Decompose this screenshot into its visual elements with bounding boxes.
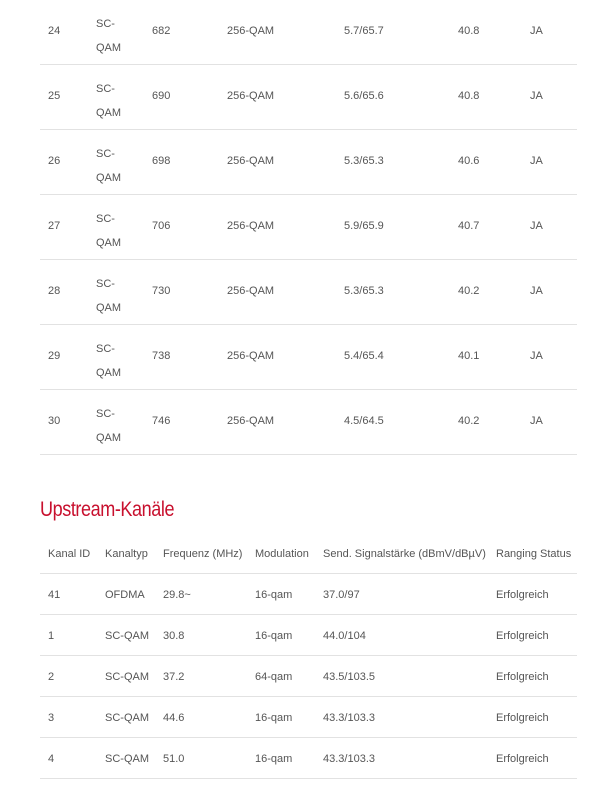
- power-cell: 43.3/103.3: [323, 712, 375, 724]
- modulation-cell: 256-QAM: [227, 155, 275, 167]
- frequency-cell: 690: [152, 90, 171, 102]
- frequency-cell: 738: [152, 350, 171, 362]
- channel-type-cell: SC-QAM: [96, 213, 122, 249]
- table-row: [40, 390, 577, 455]
- snr-cell: 5.7/65.7: [344, 25, 384, 37]
- frequency-cell: 698: [152, 155, 171, 167]
- table-row: [40, 697, 577, 738]
- channel-id-cell: 24: [48, 25, 61, 37]
- channel-type-cell: SC-QAM: [105, 712, 149, 724]
- ranging-status-cell: Erfolgreich: [496, 753, 549, 765]
- table-row: [40, 65, 577, 130]
- power-cell: 40.2: [458, 415, 480, 427]
- ranging-status-cell: Erfolgreich: [496, 630, 549, 642]
- frequency-cell: 51.0: [163, 753, 185, 765]
- channel-id-cell: 3: [48, 712, 55, 724]
- modulation-cell: 256-QAM: [227, 415, 275, 427]
- upstream-section-title: Upstream-Kanäle: [40, 498, 175, 521]
- power-cell: 40.2: [458, 285, 480, 297]
- modulation-cell: 64-qam: [255, 671, 293, 683]
- column-header-channel-type: Kanaltyp: [105, 548, 148, 560]
- ranging-status-cell: Erfolgreich: [496, 589, 549, 601]
- modulation-cell: 256-QAM: [227, 220, 275, 232]
- locked-cell: JA: [530, 90, 543, 102]
- channel-type-cell: SC-QAM: [96, 408, 122, 444]
- modulation-cell: 256-QAM: [227, 90, 275, 102]
- modulation-cell: 16-qam: [255, 589, 293, 601]
- channel-type-cell: SC-QAM: [105, 671, 149, 683]
- power-cell: 43.5/103.5: [323, 671, 375, 683]
- upstream-table: [40, 533, 577, 779]
- ranging-status-cell: Erfolgreich: [496, 712, 549, 724]
- channel-id-cell: 30: [48, 415, 61, 427]
- modulation-cell: 16-qam: [255, 630, 293, 642]
- downstream-table: [40, 0, 577, 455]
- modulation-cell: 16-qam: [255, 712, 293, 724]
- column-header-modulation: Modulation: [255, 548, 309, 560]
- modulation-cell: 256-QAM: [227, 285, 275, 297]
- snr-cell: 5.3/65.3: [344, 285, 384, 297]
- channel-id-cell: 2: [48, 671, 55, 683]
- channel-id-cell: 4: [48, 753, 55, 765]
- channel-id-cell: 25: [48, 90, 61, 102]
- frequency-cell: 682: [152, 25, 171, 37]
- locked-cell: JA: [530, 285, 543, 297]
- table-header: [40, 533, 577, 574]
- channel-id-cell: 29: [48, 350, 61, 362]
- column-header-ranging: Ranging Status: [496, 548, 572, 560]
- frequency-cell: 29.8~: [163, 589, 191, 601]
- column-header-frequency: Frequenz (MHz): [163, 548, 243, 560]
- power-cell: 40.8: [458, 25, 480, 37]
- power-cell: 40.7: [458, 220, 480, 232]
- channel-type-cell: SC-QAM: [96, 148, 122, 184]
- power-cell: 43.3/103.3: [323, 753, 375, 765]
- table-row: [40, 656, 577, 697]
- channel-type-cell: SC-QAM: [96, 18, 122, 54]
- locked-cell: JA: [530, 25, 543, 37]
- snr-cell: 4.5/64.5: [344, 415, 384, 427]
- power-cell: 44.0/104: [323, 630, 366, 642]
- locked-cell: JA: [530, 350, 543, 362]
- column-header-power: Send. Signalstärke (dBmV/dBµV): [323, 548, 486, 560]
- locked-cell: JA: [530, 220, 543, 232]
- channel-type-cell: OFDMA: [105, 589, 145, 601]
- channel-id-cell: 28: [48, 285, 61, 297]
- modulation-cell: 256-QAM: [227, 25, 275, 37]
- channel-type-cell: SC-QAM: [96, 278, 122, 314]
- power-cell: 37.0/97: [323, 589, 360, 601]
- table-row: [40, 0, 577, 65]
- channel-id-cell: 27: [48, 220, 61, 232]
- snr-cell: 5.6/65.6: [344, 90, 384, 102]
- table-row: [40, 738, 577, 779]
- column-header-channel-id: Kanal ID: [48, 548, 91, 560]
- channel-type-cell: SC-QAM: [105, 753, 149, 765]
- power-cell: 40.6: [458, 155, 480, 167]
- channel-id-cell: 26: [48, 155, 61, 167]
- locked-cell: JA: [530, 155, 543, 167]
- modulation-cell: 16-qam: [255, 753, 293, 765]
- ranging-status-cell: Erfolgreich: [496, 671, 549, 683]
- frequency-cell: 30.8: [163, 630, 185, 642]
- power-cell: 40.8: [458, 90, 480, 102]
- snr-cell: 5.4/65.4: [344, 350, 384, 362]
- frequency-cell: 37.2: [163, 671, 185, 683]
- snr-cell: 5.9/65.9: [344, 220, 384, 232]
- locked-cell: JA: [530, 415, 543, 427]
- channel-type-cell: SC-QAM: [105, 630, 149, 642]
- table-row: [40, 325, 577, 390]
- channel-type-cell: SC-QAM: [96, 343, 122, 379]
- channel-type-cell: SC-QAM: [96, 83, 122, 119]
- frequency-cell: 730: [152, 285, 171, 297]
- table-row: [40, 195, 577, 260]
- snr-cell: 5.3/65.3: [344, 155, 384, 167]
- table-row: [40, 574, 577, 615]
- table-row: [40, 130, 577, 195]
- frequency-cell: 44.6: [163, 712, 185, 724]
- table-row: [40, 260, 577, 325]
- channel-id-cell: 41: [48, 589, 61, 601]
- power-cell: 40.1: [458, 350, 480, 362]
- channel-id-cell: 1: [48, 630, 55, 642]
- table-row: [40, 615, 577, 656]
- frequency-cell: 706: [152, 220, 171, 232]
- modulation-cell: 256-QAM: [227, 350, 275, 362]
- frequency-cell: 746: [152, 415, 171, 427]
